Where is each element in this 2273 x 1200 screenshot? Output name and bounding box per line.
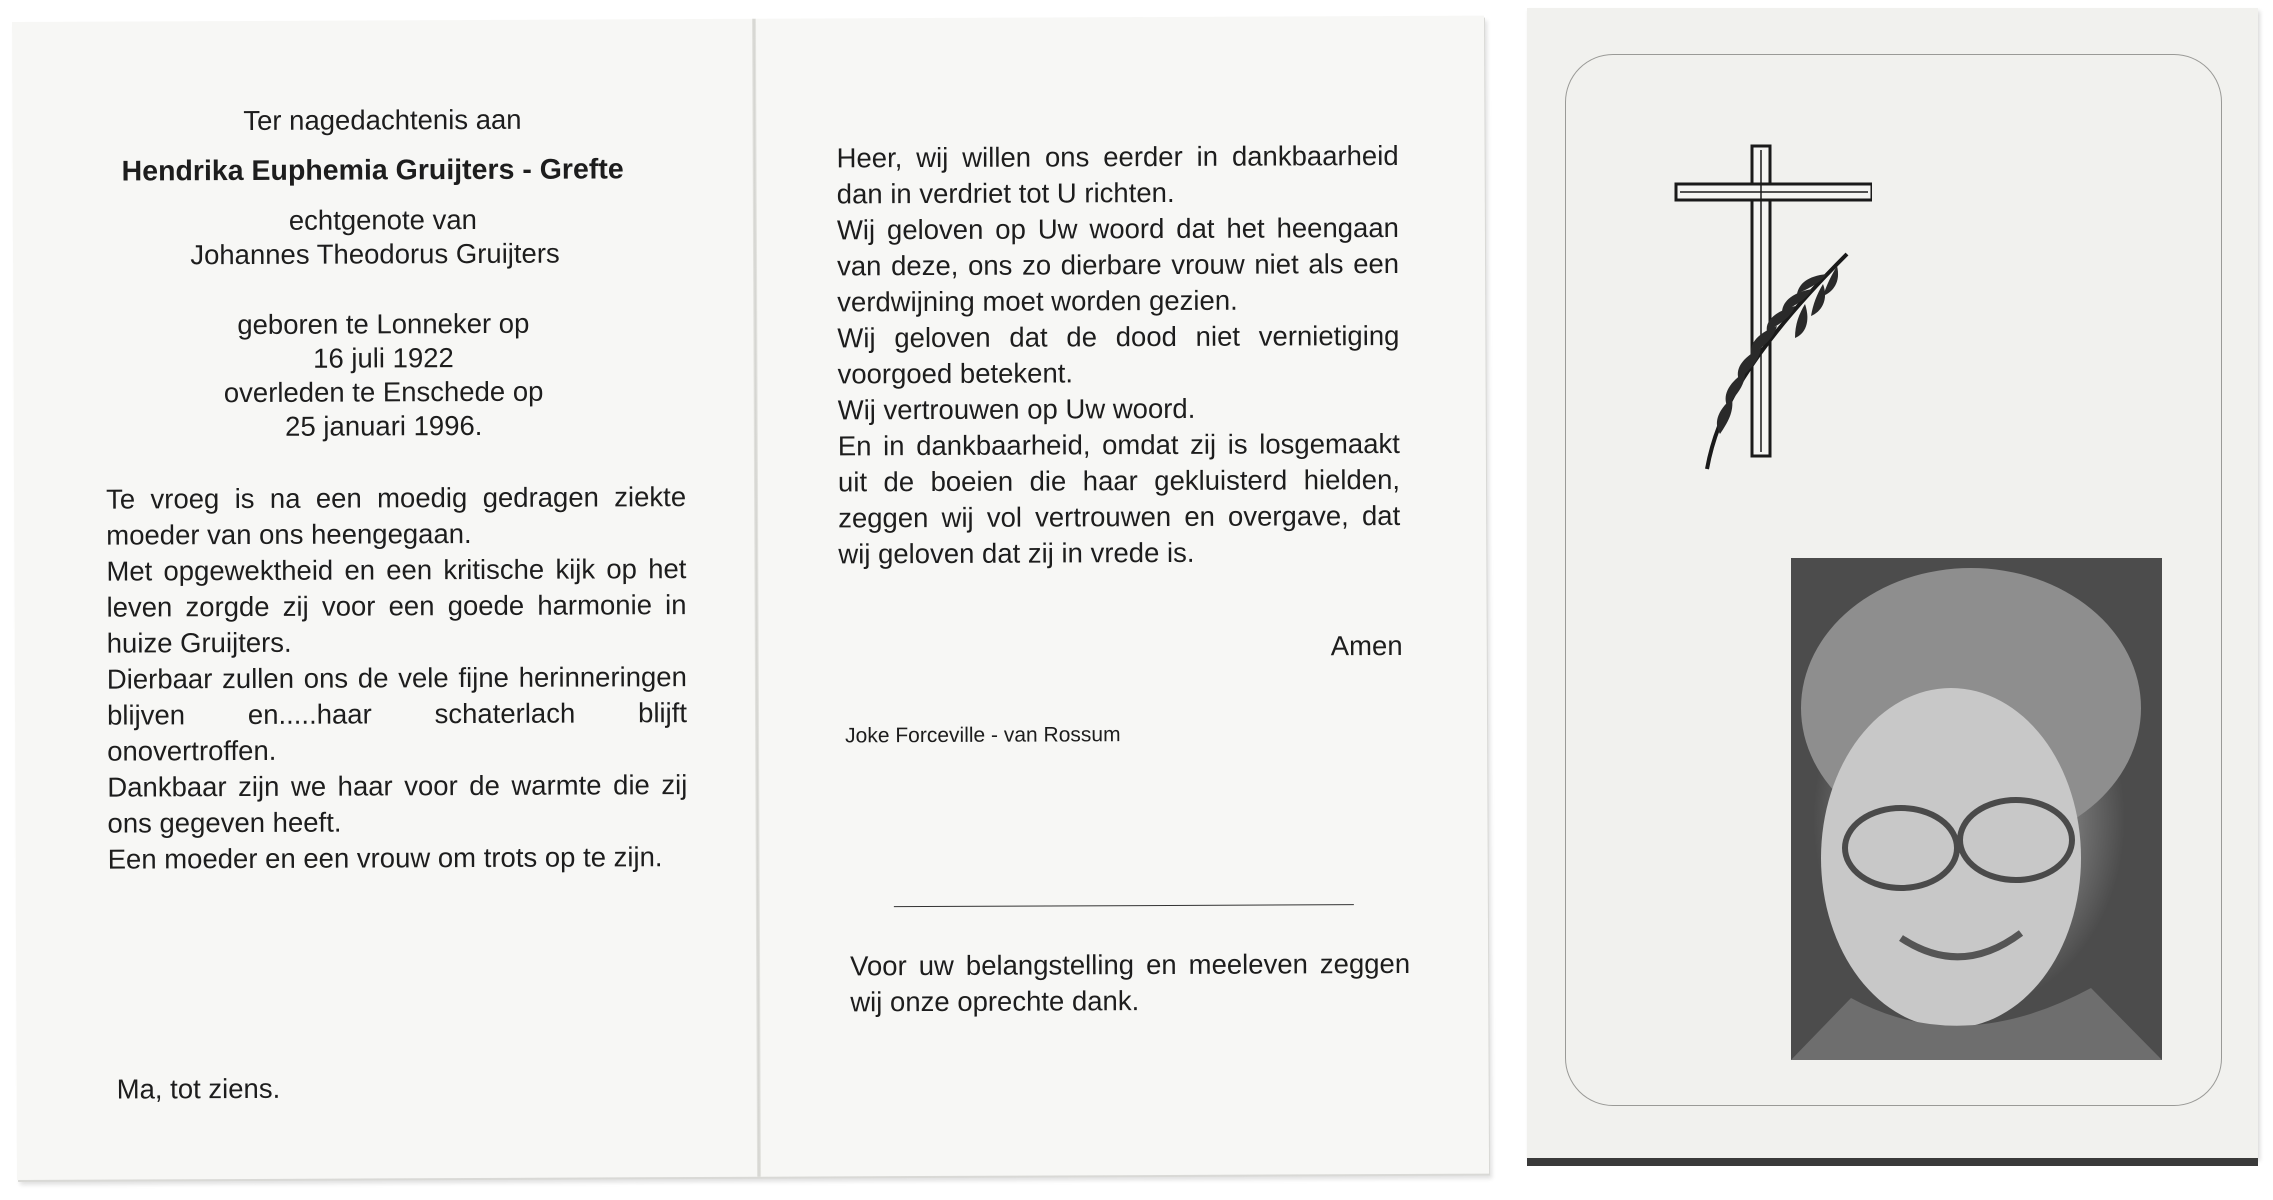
tribute-paragraph: Te vroeg is na een moedig gedragen ziekte moeder van ons heengegaan. xyxy=(106,481,687,551)
intro-text: Ter nagedachtenis aan xyxy=(243,103,522,136)
prayer-paragraph: Heer, wij willen ons eerder in dankbaarheid dan in verdriet tot U richten. xyxy=(836,139,1399,210)
thanks-text: Voor uw belangstelling en meeleven zeggen wij onze oprechte dank. xyxy=(850,947,1411,1018)
death-place: overleden te Enschede op xyxy=(223,375,544,409)
deceased-name: Hendrika Euphemia Gruijters - Grefte xyxy=(121,153,624,188)
tribute-text xyxy=(106,479,688,878)
birth-place: geboren te Lonneker op xyxy=(237,307,530,341)
palm-branch-icon xyxy=(1677,244,1857,474)
right-page xyxy=(756,16,1489,1177)
portrait-photo xyxy=(1791,558,2162,1060)
prayer-paragraph: Wij vertrouwen op Uw woord. xyxy=(837,392,1196,426)
prayer-paragraph: Wij geloven dat de dood niet vernietiging voorgoed betekent. xyxy=(837,319,1400,390)
birth-date: 16 juli 1922 xyxy=(313,342,454,374)
tribute-paragraph: Met opgewektheid en een kritische kijk op het leven zorgde zij voor een goede harmonie in huize Gruijters. xyxy=(106,553,687,659)
prayer-paragraph: Wij geloven op Uw woord dat het heengaan van deze, ons zo dierbare vrouw niet als een verdwijning moet worden gezien. xyxy=(836,211,1400,318)
closing-line: Ma, tot ziens. xyxy=(116,1072,281,1105)
spouse-label: echtgenote van xyxy=(288,203,477,236)
spouse-name: Johannes Theodorus Gruijters xyxy=(190,237,560,271)
tribute-paragraph: Een moeder en een vrouw om trots op te zijn. xyxy=(107,841,663,875)
prayer-paragraph: En in dankbaarheid, omdat zij is losgemaakt uit de boeien die haar gekluisterd hielden, zeggen wij vol vertrouwen en overgave, dat wij geloven dat zij in vrede is. xyxy=(837,427,1401,570)
death-date: 25 januari 1996. xyxy=(285,409,483,442)
prayer-text xyxy=(837,138,1401,572)
memorial-card-cover xyxy=(1527,8,2258,1158)
divider-line xyxy=(894,904,1354,907)
amen-text: Amen xyxy=(1330,629,1403,662)
memorial-card-inside xyxy=(12,16,1489,1180)
left-page xyxy=(12,19,757,1180)
tribute-paragraph: Dierbaar zullen ons de vele fijne herinneringen blijven en.....haar schaterlach blijft onovertroffen. xyxy=(106,661,688,767)
tribute-paragraph: Dankbaar zijn we haar voor de warmte die zij ons gegeven heeft. xyxy=(107,769,688,839)
poem-author: Joke Forceville - van Rossum xyxy=(845,723,1121,748)
